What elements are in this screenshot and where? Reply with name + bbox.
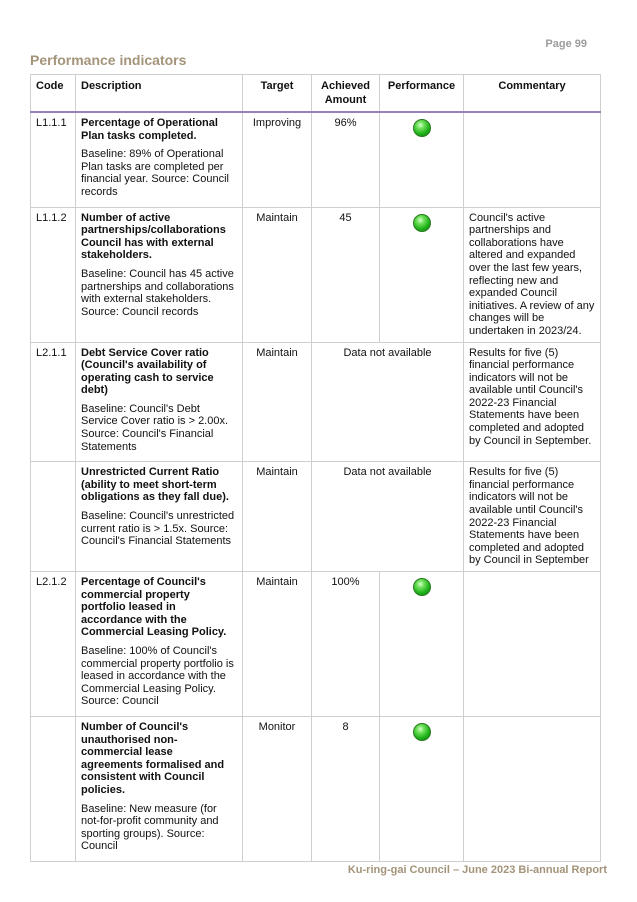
row-commentary: Council's active partnerships and collaborations have altered and expanded over the last few years, reflecting new and expanded Council initiatives. A review of any changes will be undertaken in 2023/24. xyxy=(464,207,601,342)
row-code: L1.1.2 xyxy=(31,207,76,342)
row-commentary xyxy=(464,572,601,717)
row-achieved: 96% xyxy=(312,112,380,207)
header-code: Code xyxy=(31,75,76,113)
row-description xyxy=(76,112,243,207)
row-code xyxy=(31,716,76,861)
table-row xyxy=(31,112,601,207)
row-description-title: Percentage of Operational Plan tasks completed. xyxy=(81,117,218,142)
row-code: L2.1.1 xyxy=(31,342,76,462)
green-status-indicator-icon xyxy=(413,119,431,137)
section-title: Performance indicators xyxy=(30,52,187,68)
row-commentary: Results for five (5) financial performance indicators will not be available until Council's 2022-23 Financial Statements have been completed and adopted by Council in September xyxy=(464,462,601,572)
row-achieved: 100% xyxy=(312,572,380,717)
row-description-baseline: Baseline: New measure (for not-for-profit community and sporting groups). Source: Council xyxy=(81,802,219,853)
green-status-indicator-icon xyxy=(413,214,431,232)
row-description-title: Debt Service Cover ratio (Council's availability of operating cash to service debt) xyxy=(81,346,214,397)
green-status-indicator-icon xyxy=(413,578,431,596)
row-code xyxy=(31,462,76,572)
row-description xyxy=(76,342,243,462)
performance-indicators-table xyxy=(30,74,601,862)
page-number: Page 99 xyxy=(545,38,587,50)
table-row xyxy=(31,462,601,572)
row-performance xyxy=(380,572,464,717)
row-description-baseline: Baseline: Council's unrestricted current ratio is > 1.5x. Source: Council's Financial Statements xyxy=(81,510,235,548)
table-row xyxy=(31,342,601,462)
row-commentary xyxy=(464,716,601,861)
row-description-title: Percentage of Council's commercial property portfolio leased in accordance with the Commercial Leasing Policy. xyxy=(81,576,227,639)
row-description-baseline: Baseline: Council's Debt Service Cover ratio is > 2.00x. Source: Council's Financial Statements xyxy=(81,402,229,453)
header-commentary: Commentary xyxy=(464,75,601,113)
row-target: Maintain xyxy=(243,207,312,342)
row-performance xyxy=(380,207,464,342)
row-code: L2.1.2 xyxy=(31,572,76,717)
row-description-baseline: Baseline: Council has 45 active partnerships and collaborations with external stakeholders. Source: Council records xyxy=(81,267,234,318)
row-achieved-unavailable: Data not available xyxy=(312,462,464,572)
row-target: Maintain xyxy=(243,572,312,717)
green-status-indicator-icon xyxy=(413,723,431,741)
row-description xyxy=(76,572,243,717)
row-description xyxy=(76,462,243,572)
row-achieved: 45 xyxy=(312,207,380,342)
row-target: Maintain xyxy=(243,462,312,572)
row-commentary: Results for five (5) financial performance indicators will not be available until Council's 2022-23 Financial Statements have been completed and adopted by Council in September. xyxy=(464,342,601,462)
table-row xyxy=(31,207,601,342)
row-achieved-unavailable: Data not available xyxy=(312,342,464,462)
row-target: Maintain xyxy=(243,342,312,462)
report-footer: Ku-ring-gai Council – June 2023 Bi-annual Report xyxy=(347,864,607,876)
row-achieved: 8 xyxy=(312,716,380,861)
row-description xyxy=(76,207,243,342)
row-code: L1.1.1 xyxy=(31,112,76,207)
table-header-row xyxy=(31,75,601,113)
row-description xyxy=(76,716,243,861)
header-description: Description xyxy=(76,75,243,113)
table-row xyxy=(31,572,601,717)
row-description-title: Number of Council's unauthorised non-commercial lease agreements formalised and consistent with Council policies. xyxy=(81,720,225,796)
row-performance xyxy=(380,716,464,861)
row-description-title: Number of active partnerships/collaborations Council has with external stakeholders. xyxy=(81,211,226,262)
table-row xyxy=(31,716,601,861)
row-description-title: Unrestricted Current Ratio (ability to meet short-term obligations as they fall due). xyxy=(81,466,229,504)
row-target: Monitor xyxy=(243,716,312,861)
row-target: Improving xyxy=(243,112,312,207)
row-description-baseline: Baseline: 89% of Operational Plan tasks are completed per financial year. Source: Council records xyxy=(81,148,229,198)
header-target: Target xyxy=(243,75,312,113)
row-commentary xyxy=(464,112,601,207)
row-performance xyxy=(380,112,464,207)
header-achieved: Achieved Amount xyxy=(312,75,380,113)
header-performance: Performance xyxy=(380,75,464,113)
row-description-baseline: Baseline: 100% of Council's commercial property portfolio is leased in accordance with the Commercial Leasing Policy. Source: Council xyxy=(81,644,234,708)
